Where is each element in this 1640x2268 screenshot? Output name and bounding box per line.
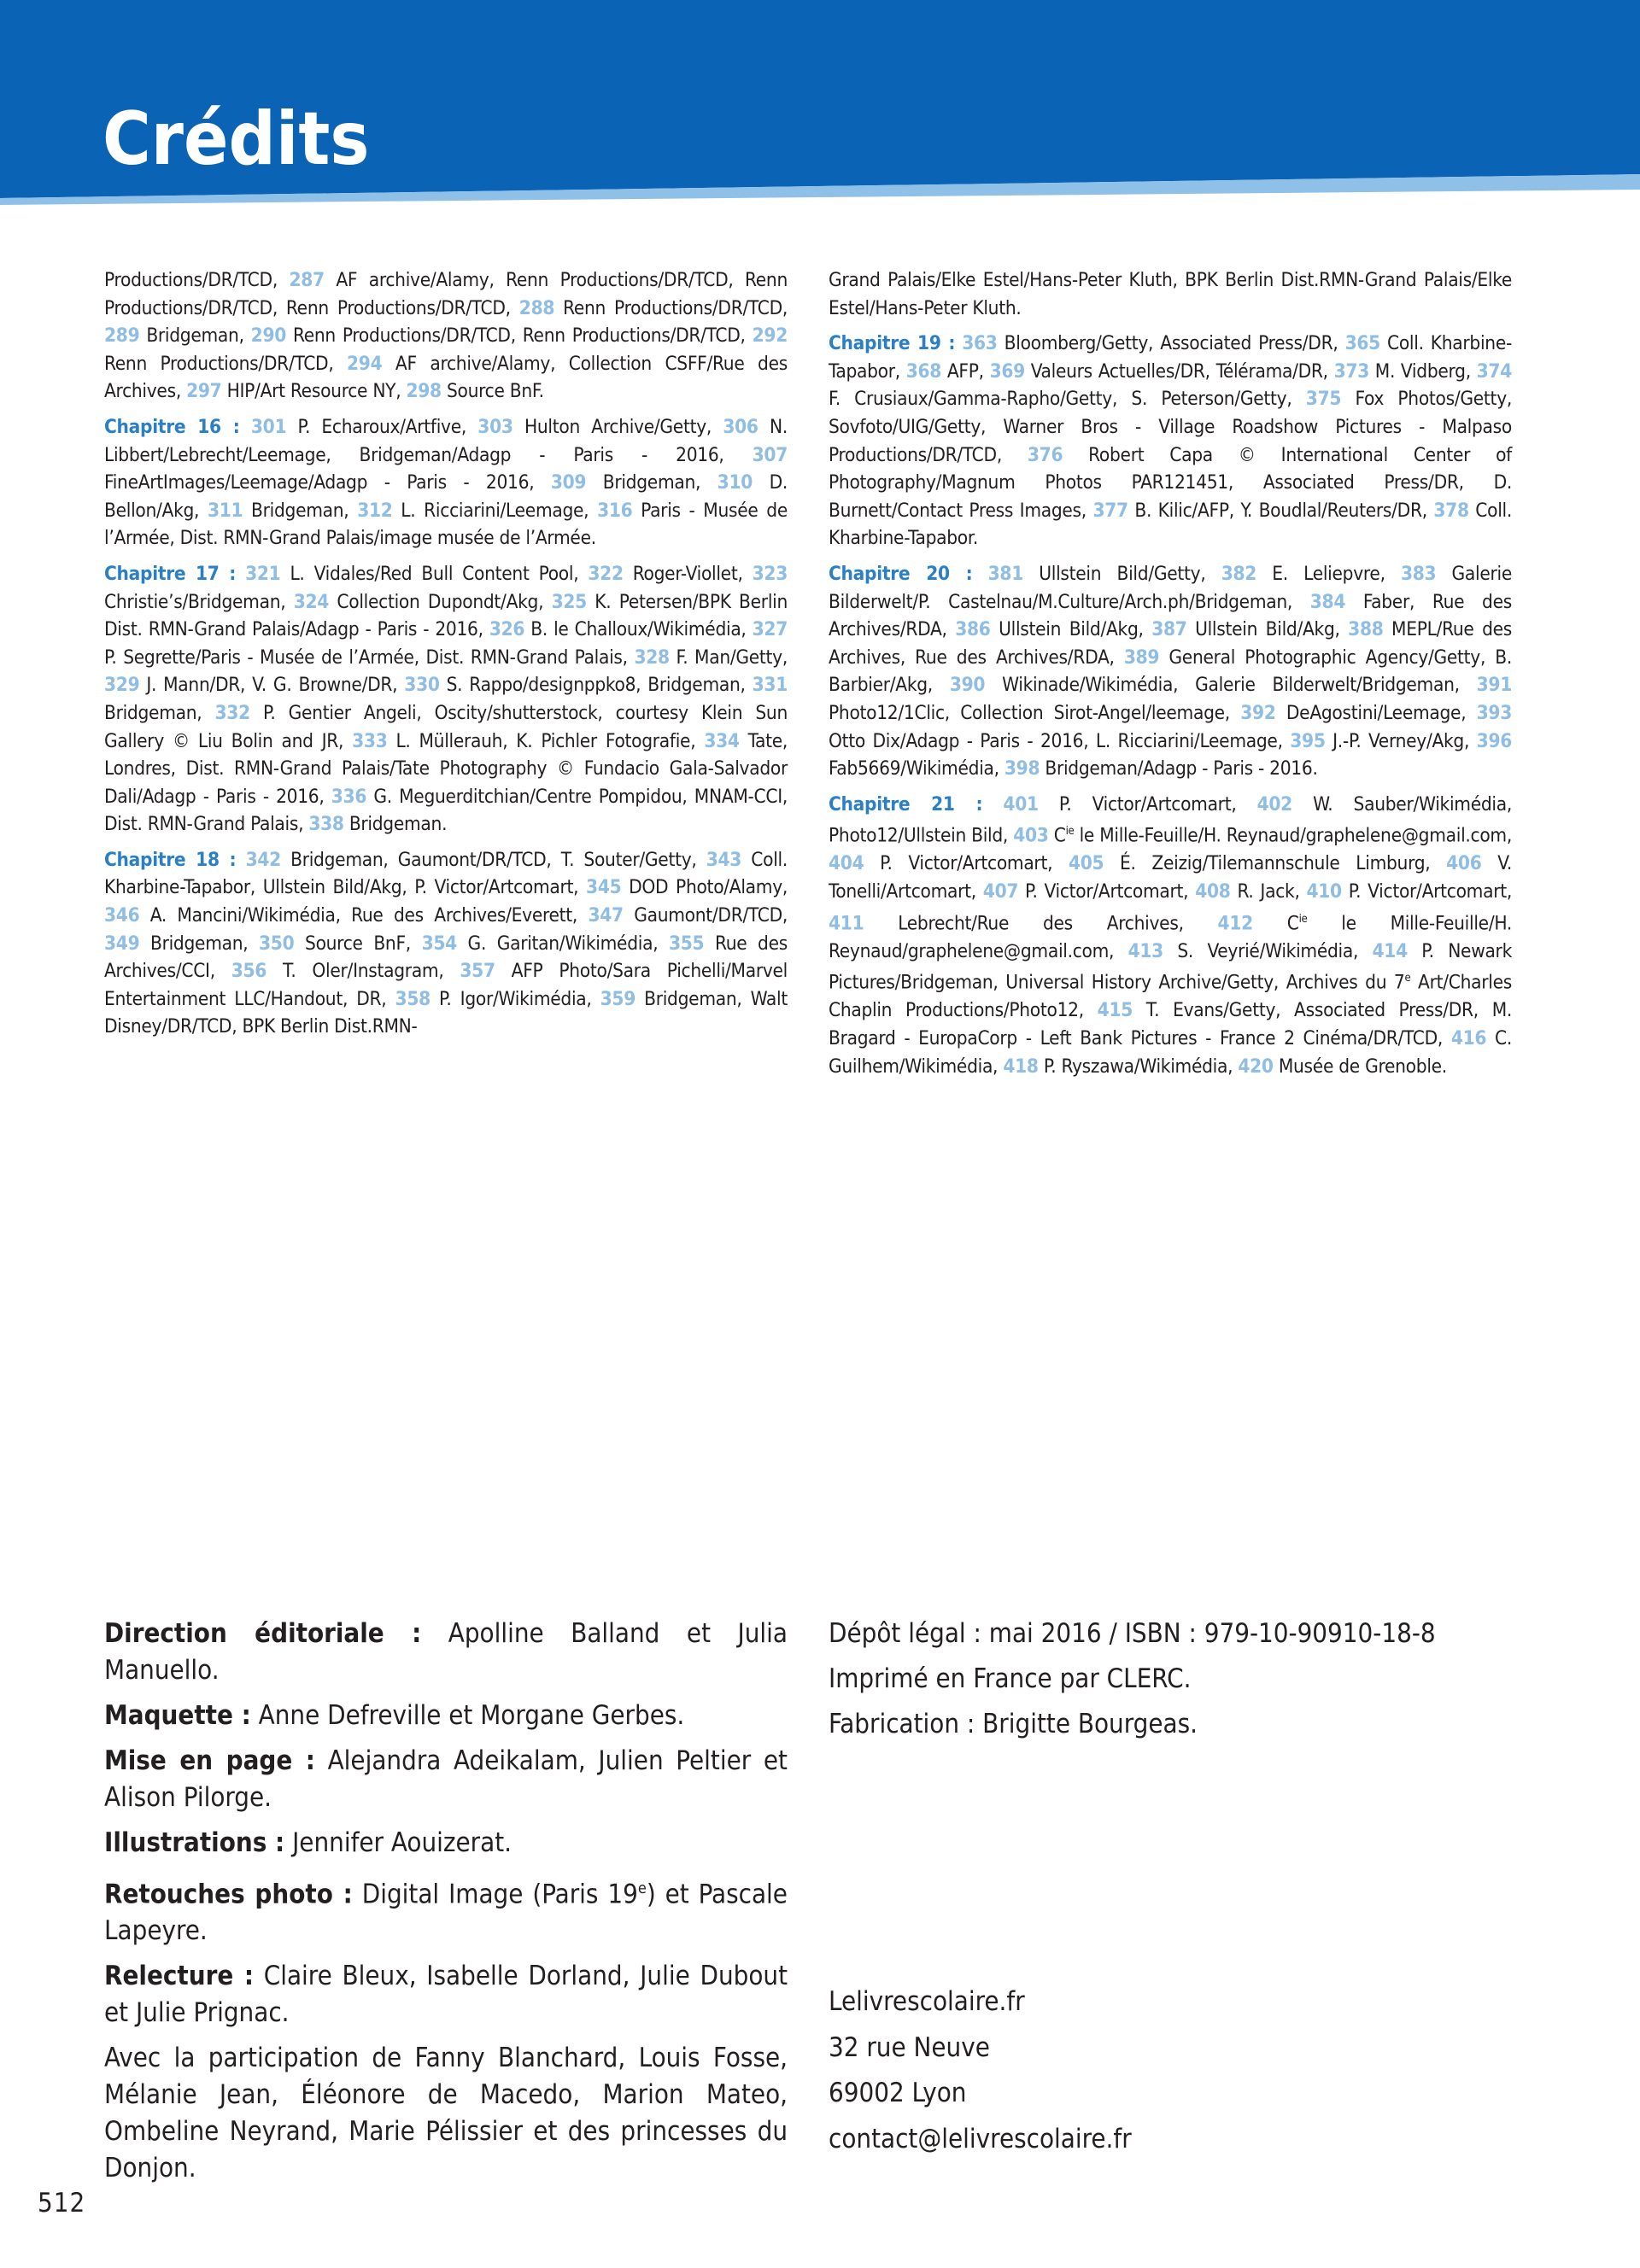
page-reference-number: 349 bbox=[104, 932, 140, 955]
staff-mise-en-page bbox=[104, 1743, 788, 1816]
credit-text: P. Newark Pictures/Bridgeman, Universal History Archive/Getty, Archives du 7 bbox=[829, 939, 1512, 994]
credit-text: C bbox=[1048, 824, 1066, 847]
credit-text: DOD Photo/Alamy, bbox=[621, 876, 788, 899]
staff-label: Illustrations : bbox=[104, 1827, 285, 1858]
page-reference-number: 347 bbox=[588, 904, 624, 927]
credit-text: P. Gentier Angeli, Oscity/shutterstock, courtesy Klein Sun Gallery © Liu Bolin and JR, bbox=[104, 701, 788, 752]
credit-text: W. Sauber/Wikimédia, Photo12/Ullstein Bild, bbox=[829, 792, 1512, 847]
credit-text: T. Oler/Instagram, bbox=[266, 960, 460, 983]
credit-text: Bridgeman. bbox=[343, 813, 448, 836]
credit-text: AF archive/Alamy, Renn Productions/DR/TCD, Renn Productions/DR/TCD, Renn Productions/DR/TCD, bbox=[104, 269, 788, 319]
credit-text: S. Veyrié/Wikimédia, bbox=[1163, 939, 1373, 962]
publisher-street: 32 rue Neuve bbox=[829, 2031, 990, 2063]
credit-text: Robert Capa © International Center of Photography/Magnum Photos PAR121451, Associated Press/DR, D. Burnett/Contact Press Images, bbox=[829, 443, 1512, 522]
page-reference-number: 406 bbox=[1446, 852, 1482, 875]
page-reference-number: 289 bbox=[104, 324, 140, 348]
credit-text: Renn Productions/DR/TCD, bbox=[554, 296, 788, 319]
page-reference-number: 334 bbox=[704, 729, 740, 752]
page-reference-number: 378 bbox=[1433, 499, 1469, 522]
credit-text: M. Vidberg, bbox=[1368, 359, 1477, 383]
credit-text: Paris - Musée de l’Armée, Dist. RMN-Grand Palais/image musée de l’Armée. bbox=[104, 499, 788, 550]
page-reference-number: 342 bbox=[245, 848, 281, 871]
page-reference-number: 354 bbox=[421, 932, 457, 955]
staff-label: Retouches photo : bbox=[104, 1879, 353, 1910]
page-reference-number: 311 bbox=[207, 499, 243, 522]
credit-text: Ullstein Bild/Akg, bbox=[990, 618, 1152, 641]
credits-column-left bbox=[104, 266, 788, 1049]
staff-retouches bbox=[104, 1870, 788, 1949]
page-reference-number: 381 bbox=[987, 562, 1023, 585]
credit-text: P. Segrette/Paris - Musée de l’Armée, Dist. RMN-Grand Palais, bbox=[104, 646, 635, 669]
credit-text: P. Victor/Artcomart, bbox=[864, 852, 1069, 875]
page-reference-number: 415 bbox=[1097, 999, 1133, 1022]
credit-text: C. Guilhem/Wikimédia, bbox=[829, 1026, 1512, 1078]
publisher-address bbox=[829, 1979, 1132, 2162]
credit-text: Source BnF. bbox=[441, 380, 544, 403]
page-reference-number: 294 bbox=[347, 352, 383, 375]
page-reference-number: 376 bbox=[1027, 443, 1063, 466]
page-reference-number: 387 bbox=[1151, 618, 1187, 641]
page-reference-number: 392 bbox=[1240, 701, 1276, 724]
page-reference-number: 321 bbox=[245, 562, 281, 585]
credit-text: Gaumont/DR/TCD, bbox=[623, 904, 788, 927]
credit-text: HIP/Art Resource NY, bbox=[221, 380, 407, 403]
staff-value: Apolline Balland et Julia Manuello. bbox=[104, 1618, 788, 1686]
page-reference-number: 332 bbox=[214, 701, 250, 724]
page-reference-number: 297 bbox=[186, 380, 222, 403]
credits-column-right bbox=[829, 266, 1512, 1088]
page-reference-number: 418 bbox=[1003, 1055, 1039, 1078]
credit-text: Rue des Archives/CCI, bbox=[104, 932, 788, 983]
page-reference-number: 327 bbox=[752, 618, 788, 641]
page-reference-number: 350 bbox=[259, 932, 295, 955]
credit-text: General Photographic Agency/Getty, B. Barbier/Akg, bbox=[829, 646, 1512, 697]
staff-value: Digital Image (Paris 19 bbox=[352, 1879, 638, 1910]
page-reference-number: 288 bbox=[518, 296, 555, 319]
credit-text: MEPL/Rue des Archives, Rue des Archives/RDA, bbox=[829, 618, 1513, 669]
credit-text: J. Mann/DR, V. G. Browne/DR, bbox=[139, 674, 405, 697]
staff-relecture bbox=[104, 1958, 788, 2031]
credit-text: Fab5669/Wikimédia, bbox=[829, 757, 1004, 780]
credits-paragraph-chapitre-20 bbox=[829, 560, 1512, 783]
credit-text: L. Müllerauh, K. Pichler Fotografie, bbox=[387, 729, 705, 752]
staff-label: Direction éditoriale : bbox=[104, 1618, 422, 1649]
credit-text: Lebrecht/Rue des Archives, bbox=[864, 912, 1218, 935]
page-reference-number: 404 bbox=[829, 852, 864, 875]
page-reference-number: 390 bbox=[949, 674, 986, 697]
credit-text: Bridgeman, Walt Disney/DR/TCD, BPK Berlin Dist.RMN- bbox=[104, 987, 788, 1038]
credit-text: P. Echaroux/Artfive, bbox=[286, 415, 478, 438]
credit-text: le Mille-Feuille/H. Reynaud/graphelene@gmail.com, bbox=[829, 912, 1512, 962]
credit-text bbox=[236, 563, 245, 585]
page-reference-number: 375 bbox=[1305, 388, 1342, 411]
page-reference-number: 322 bbox=[588, 562, 624, 585]
legal-info bbox=[829, 1616, 1512, 1751]
page-reference-number: 343 bbox=[706, 848, 742, 871]
superscript: e bbox=[637, 1879, 647, 1897]
chapter-label: Chapitre 17 : bbox=[104, 562, 237, 585]
page-reference-number: 383 bbox=[1400, 562, 1437, 585]
credits-paragraph-chapitre-18 bbox=[104, 846, 788, 1041]
page-reference-number: 324 bbox=[293, 590, 330, 613]
credit-text: le Mille-Feuille/H. Reynaud/graphelene@gmail.com, bbox=[1074, 824, 1512, 847]
credit-text: Galerie Bilderwelt/P. Castelnau/M.Culture/Arch.ph/Bridgeman, bbox=[829, 562, 1513, 613]
credit-text: Faber, Rue des Archives/RDA, bbox=[829, 590, 1512, 641]
credit-text: Source BnF, bbox=[294, 932, 422, 955]
chapter-label: Chapitre 20 : bbox=[829, 562, 973, 585]
credit-text: Ullstein Bild/Getty, bbox=[1023, 562, 1221, 585]
credit-text: T. Evans/Getty, Associated Press/DR, M. Bragard - EuropaCorp - Left Bank Pictures - France 2 Cinéma/DR/TCD, bbox=[829, 999, 1512, 1049]
credit-text bbox=[972, 563, 987, 585]
superscript: ie bbox=[1298, 912, 1308, 926]
page-reference-number: 328 bbox=[634, 646, 670, 669]
staff-value: Alejandra Adeikalam, Julien Peltier et Alison Pilorge. bbox=[104, 1745, 788, 1813]
credits-paragraph bbox=[829, 266, 1512, 322]
credits-paragraph-chapitre-19 bbox=[829, 330, 1512, 552]
chapter-label: Chapitre 16 : bbox=[104, 415, 240, 438]
page-reference-number: 316 bbox=[597, 499, 633, 522]
credit-text: Fox Photos/Getty, Sovfoto/UIG/Getty, Warner Bros - Village Roadshow Pictures - Malpaso Productions/DR/TCD, bbox=[829, 388, 1512, 466]
credit-text: P. Victor/Artcomart, bbox=[1038, 792, 1257, 815]
chapter-label: Chapitre 19 : bbox=[829, 332, 956, 355]
page-reference-number: 402 bbox=[1256, 792, 1292, 815]
page-reference-number: 382 bbox=[1221, 562, 1257, 585]
credit-text: Renn Productions/DR/TCD, bbox=[104, 352, 348, 375]
credit-text: Coll. Kharbine-Tapabor, Ullstein Bild/Akg, P. Victor/Artcomart, bbox=[104, 848, 788, 899]
staff-label: Mise en page : bbox=[104, 1745, 315, 1776]
page-reference-number: 405 bbox=[1068, 852, 1104, 875]
credit-text: AFP Photo/Sara Pichelli/Marvel Entertainment LLC/Handout, DR, bbox=[104, 960, 788, 1010]
credits-paragraph bbox=[104, 266, 788, 406]
page-reference-number: 420 bbox=[1238, 1055, 1274, 1078]
credit-text: B. le Challoux/Wikimédia, bbox=[524, 618, 753, 641]
credit-text: P. Victor/Artcomart, bbox=[1018, 880, 1196, 903]
credit-text bbox=[982, 793, 1003, 815]
page-reference-number: 369 bbox=[989, 359, 1025, 383]
page-number: 512 bbox=[38, 2188, 86, 2218]
credit-text: G. Garitan/Wikimédia, bbox=[456, 932, 669, 955]
staff-credits bbox=[104, 1616, 788, 2195]
credit-text: Coll. Kharbine-Tapabor, bbox=[829, 332, 1512, 383]
credit-text: K. Petersen/BPK Berlin Dist. RMN-Grand Palais/Adagp - Paris - 2016, bbox=[104, 590, 788, 641]
credit-text: Bridgeman, Gaumont/DR/TCD, T. Souter/Getty, bbox=[280, 848, 706, 871]
staff-direction bbox=[104, 1616, 788, 1689]
staff-illustrations bbox=[104, 1825, 788, 1862]
page-reference-number: 388 bbox=[1348, 618, 1384, 641]
credit-text: P. Igor/Wikimédia, bbox=[430, 987, 600, 1010]
page-title: Crédits bbox=[102, 96, 370, 182]
page-reference-number: 307 bbox=[752, 443, 788, 466]
page-reference-number: 287 bbox=[289, 269, 325, 291]
chapter-label: Chapitre 21 : bbox=[829, 792, 983, 815]
credit-text: FineArtImages/Leemage/Adagp - Paris - 2016, bbox=[104, 471, 551, 494]
page-reference-number: 408 bbox=[1195, 880, 1231, 903]
page-reference-number: 411 bbox=[829, 912, 864, 935]
credits-paragraph-chapitre-21 bbox=[829, 791, 1512, 1080]
page-reference-number: 301 bbox=[250, 415, 287, 438]
superscript: ie bbox=[1065, 825, 1075, 839]
page-reference-number: 326 bbox=[489, 618, 525, 641]
page-reference-number: 303 bbox=[477, 415, 513, 438]
legal-fabrication: Fabrication : Brigitte Bourgeas. bbox=[829, 1709, 1198, 1739]
credit-text: A. Mancini/Wikimédia, Rue des Archives/Everett, bbox=[139, 904, 589, 927]
credit-text: V. Tonelli/Artcomart, bbox=[829, 852, 1512, 903]
credit-text: L. Vidales/Red Bull Content Pool, bbox=[280, 562, 589, 585]
staff-value: Anne Defreville et Morgane Gerbes. bbox=[250, 1700, 685, 1731]
publisher-site: Lelivrescolaire.fr bbox=[829, 1986, 1025, 2017]
page-reference-number: 298 bbox=[406, 380, 442, 403]
staff-label: Maquette : bbox=[104, 1700, 251, 1731]
page-reference-number: 414 bbox=[1372, 939, 1408, 962]
page-reference-number: 398 bbox=[1004, 757, 1040, 780]
credit-text: Bridgeman, bbox=[139, 324, 251, 348]
superscript: e bbox=[1404, 972, 1411, 985]
page-reference-number: 306 bbox=[723, 415, 758, 438]
page-reference-number: 374 bbox=[1476, 359, 1512, 383]
page-reference-number: 358 bbox=[395, 987, 430, 1010]
credit-text: Valeurs Actuelles/DR, Télérama/DR, bbox=[1024, 359, 1334, 383]
page-reference-number: 357 bbox=[460, 960, 495, 983]
credit-text: AFP, bbox=[941, 359, 990, 383]
page-reference-number: 310 bbox=[717, 471, 753, 494]
page-reference-number: 365 bbox=[1344, 332, 1380, 355]
page-reference-number: 391 bbox=[1476, 674, 1512, 697]
credits-paragraph-chapitre-17 bbox=[104, 560, 788, 839]
header-banner bbox=[0, 0, 1640, 205]
page-reference-number: 377 bbox=[1092, 499, 1128, 522]
page-reference-number: 403 bbox=[1013, 824, 1049, 847]
page-reference-number: 356 bbox=[231, 960, 267, 983]
staff-participation: Avec la participation de Fanny Blanchard, Louis Fosse, Mélanie Jean, Éléonore de Macedo, Marion Mateo, Ombeline Neyrand, Marie Pélissier et des princesses du Donjon. bbox=[104, 2043, 788, 2184]
credit-text: Photo12/1Clic, Collection Sirot-Angel/leemage, bbox=[829, 701, 1241, 724]
credit-text: F. Man/Getty, bbox=[669, 646, 788, 669]
credit-text: DeAgostini/Leemage, bbox=[1275, 701, 1477, 724]
page-reference-number: 386 bbox=[955, 618, 991, 641]
page-reference-number: 393 bbox=[1476, 701, 1512, 724]
staff-value: ) et Pascale Lapeyre. bbox=[104, 1879, 788, 1947]
credit-text: S. Rappo/designppko8, Bridgeman, bbox=[439, 674, 753, 697]
page-reference-number: 312 bbox=[357, 499, 393, 522]
credit-text: Grand Palais/Elke Estel/Hans-Peter Kluth, BPK Berlin Dist.RMN-Grand Palais/Elke Estel/Hans-Peter Kluth. bbox=[829, 269, 1512, 319]
credit-text: Wikinade/Wikimédia, Galerie Bilderwelt/Bridgeman, bbox=[985, 674, 1477, 697]
page-reference-number: 407 bbox=[982, 880, 1019, 903]
credit-text: Bridgeman, bbox=[243, 499, 358, 522]
credit-text: Art/Charles Chaplin Productions/Photo12, bbox=[829, 971, 1512, 1022]
page-reference-number: 323 bbox=[752, 562, 788, 585]
legal-depot: Dépôt légal : mai 2016 / ISBN : 979-10-90910-18-8 bbox=[829, 1618, 1436, 1649]
credit-text: L. Ricciarini/Leemage, bbox=[392, 499, 598, 522]
credit-text: Coll. Kharbine-Tapabor. bbox=[829, 499, 1512, 550]
credit-text: N. Libbert/Lebrecht/Leemage, Bridgeman/Adagp - Paris - 2016, bbox=[104, 415, 788, 466]
staff-value: Jennifer Aouizerat. bbox=[284, 1827, 512, 1858]
credit-text: Roger-Viollet, bbox=[623, 562, 753, 585]
credit-text: Bloomberg/Getty, Associated Press/DR, bbox=[997, 332, 1345, 355]
credit-text: C bbox=[1252, 912, 1299, 935]
publisher-email: contact@lelivrescolaire.fr bbox=[829, 2123, 1132, 2154]
credit-text: Bridgeman, bbox=[586, 471, 718, 494]
credit-text: Otto Dix/Adagp - Paris - 2016, L. Ricciarini/Leemage, bbox=[829, 729, 1291, 752]
credit-text: Collection Dupondt/Akg, bbox=[329, 590, 552, 613]
page-reference-number: 389 bbox=[1123, 646, 1160, 669]
page-reference-number: 292 bbox=[752, 324, 788, 348]
page-reference-number: 373 bbox=[1333, 359, 1369, 383]
credit-text: Tate, Londres, Dist. RMN-Grand Palais/Tate Photography © Fundacio Gala-Salvador Dali/Adagp - Paris - 2016, bbox=[104, 729, 788, 808]
publisher-city: 69002 Lyon bbox=[829, 2078, 967, 2108]
staff-value: Claire Bleux, Isabelle Dorland, Julie Dubout et Julie Prignac. bbox=[104, 1961, 788, 2029]
credit-text bbox=[236, 849, 245, 871]
page-reference-number: 338 bbox=[308, 813, 344, 836]
credit-text: D. Bellon/Akg, bbox=[104, 471, 788, 522]
page-reference-number: 412 bbox=[1217, 912, 1253, 935]
credits-paragraph-chapitre-16 bbox=[104, 413, 788, 552]
credit-text: J.-P. Verney/Akg, bbox=[1325, 729, 1477, 752]
chapter-label: Chapitre 18 : bbox=[104, 848, 237, 871]
page-reference-number: 355 bbox=[668, 932, 705, 955]
page-reference-number: 359 bbox=[600, 987, 636, 1010]
page-reference-number: 416 bbox=[1450, 1026, 1487, 1049]
page-reference-number: 384 bbox=[1309, 590, 1346, 613]
page-reference-number: 396 bbox=[1476, 729, 1513, 752]
page-reference-number: 345 bbox=[586, 876, 622, 899]
page-reference-number: 336 bbox=[331, 785, 367, 808]
page-reference-number: 329 bbox=[104, 674, 140, 697]
page-reference-number: 346 bbox=[104, 904, 140, 927]
page-reference-number: 325 bbox=[551, 590, 587, 613]
page-reference-number: 410 bbox=[1306, 880, 1342, 903]
page-reference-number: 395 bbox=[1290, 729, 1326, 752]
page-reference-number: 368 bbox=[905, 359, 942, 383]
credit-text: Productions/DR/TCD, bbox=[104, 269, 290, 291]
credit-text: Hulton Archive/Getty, bbox=[512, 415, 723, 438]
credit-text: Christie’s/Bridgeman, bbox=[104, 590, 294, 613]
page-reference-number: 290 bbox=[250, 324, 287, 348]
page-reference-number: 413 bbox=[1128, 939, 1163, 962]
credit-text bbox=[240, 416, 251, 438]
credit-text: Bridgeman/Adagp - Paris - 2016. bbox=[1040, 757, 1318, 780]
credit-text: Musée de Grenoble. bbox=[1273, 1055, 1447, 1078]
credit-text: F. Crusiaux/Gamma-Rapho/Getty, S. Peterson/Getty, bbox=[829, 388, 1306, 411]
staff-label: Relecture : bbox=[104, 1961, 255, 1992]
page-reference-number: 309 bbox=[550, 471, 587, 494]
credit-text: Ullstein Bild/Akg, bbox=[1186, 618, 1349, 641]
credit-text: R. Jack, bbox=[1230, 880, 1307, 903]
page-reference-number: 330 bbox=[404, 674, 440, 697]
credit-text bbox=[955, 332, 962, 354]
credit-text: P. Victor/Artcomart, bbox=[1341, 880, 1512, 903]
credit-text: G. Meguerditchian/Centre Pompidou, MNAM-CCI, Dist. RMN-Grand Palais, bbox=[104, 785, 788, 836]
credit-text: E. Leliepvre, bbox=[1256, 562, 1401, 585]
credit-text: Renn Productions/DR/TCD, Renn Productions/DR/TCD, bbox=[286, 324, 753, 348]
credit-text: B. Kilic/AFP, Y. Boudlal/Reuters/DR, bbox=[1128, 499, 1434, 522]
legal-imprime: Imprimé en France par CLERC. bbox=[829, 1663, 1192, 1694]
credit-text: É. Zeizig/Tilemannschule Limburg, bbox=[1104, 852, 1447, 875]
page-reference-number: 333 bbox=[352, 729, 388, 752]
page-reference-number: 401 bbox=[1003, 792, 1039, 815]
staff-maquette bbox=[104, 1698, 788, 1734]
credit-text: Bridgeman, bbox=[139, 932, 260, 955]
credit-text: P. Ryszawa/Wikimédia, bbox=[1038, 1055, 1239, 1078]
page-reference-number: 331 bbox=[752, 674, 788, 697]
credit-text: AF archive/Alamy, Collection CSFF/Rue des Archives, bbox=[104, 352, 788, 403]
credit-text: Bridgeman, bbox=[104, 701, 215, 724]
page-reference-number: 363 bbox=[962, 332, 998, 355]
